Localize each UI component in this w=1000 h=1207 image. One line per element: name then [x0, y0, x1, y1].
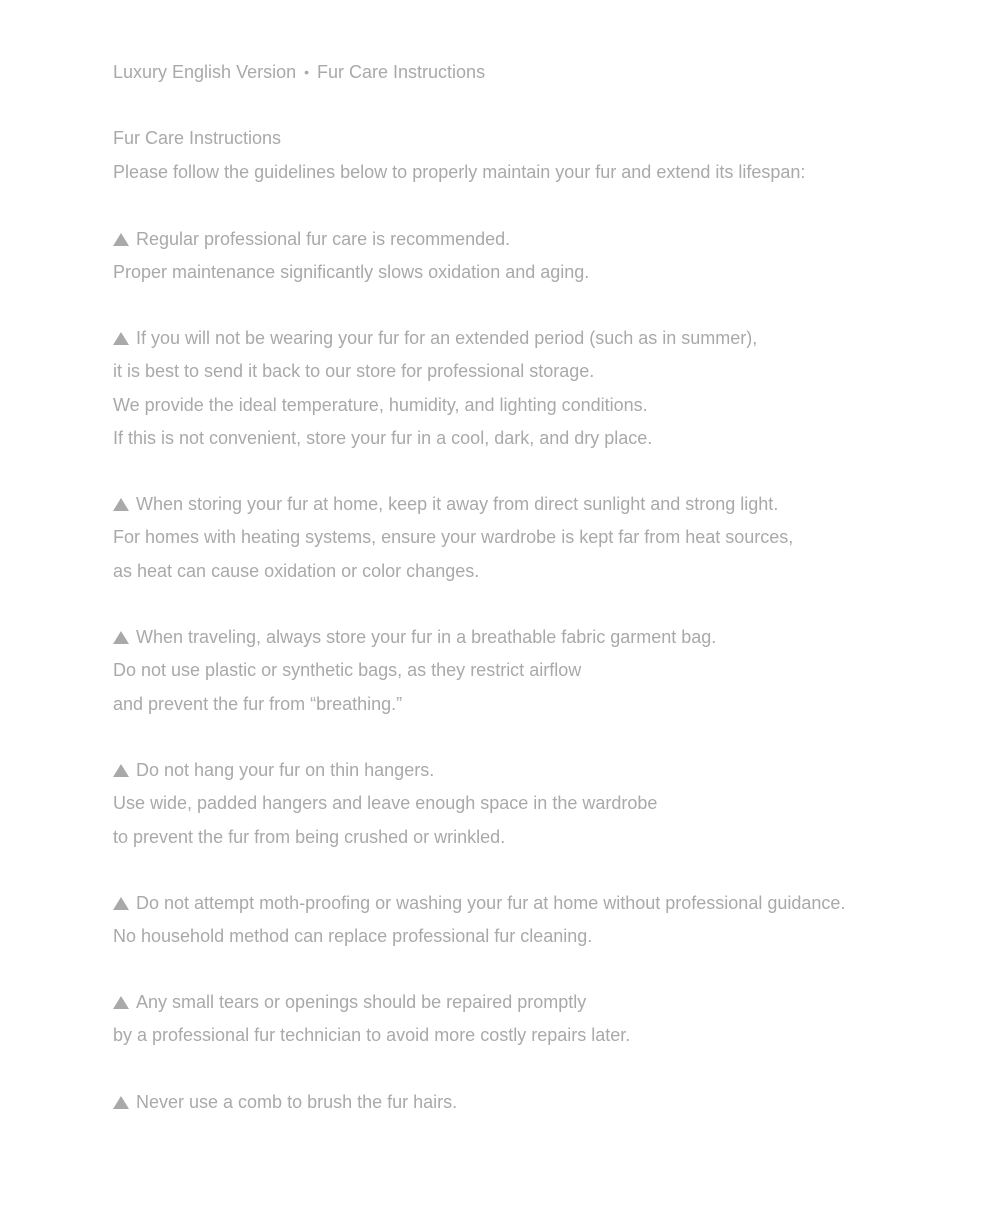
page-title: Fur Care Instructions — [113, 128, 282, 148]
care-tip-line: and prevent the fur from “breathing.” — [113, 693, 403, 714]
triangle-up-icon — [113, 764, 129, 777]
care-tip-line: Do not use plastic or synthetic bags, as they restrict airflow — [113, 660, 582, 681]
care-tip-line: it is best to send it back to our store for professional storage. — [113, 361, 595, 382]
care-tip-line: We provide the ideal temperature, humidity, and lighting conditions. — [113, 394, 648, 415]
care-tip-6 — [113, 887, 973, 954]
care-tip-7 — [113, 986, 973, 1053]
care-tip-line: If you will not be wearing your fur for an extended period (such as in summer), — [136, 328, 758, 348]
intro-block — [113, 126, 805, 184]
care-tip-1 — [113, 223, 973, 290]
care-tip-line: Do not attempt moth-proofing or washing your fur at home without professional guidance. — [136, 893, 846, 913]
triangle-up-icon — [113, 897, 129, 910]
care-tip-line: as heat can cause oxidation or color changes. — [113, 560, 480, 581]
triangle-up-icon — [113, 996, 129, 1009]
care-tip-line: For homes with heating systems, ensure your wardrobe is kept far from heat sources, — [113, 527, 794, 548]
care-tip-line: When traveling, always store your fur in a breathable fabric garment bag. — [136, 627, 717, 647]
care-tip-line: Use wide, padded hangers and leave enough space in the wardrobe — [113, 793, 658, 814]
care-tip-line: When storing your fur at home, keep it away from direct sunlight and strong light. — [136, 494, 779, 514]
care-tip-line: If this is not convenient, store your fur in a cool, dark, and dry place. — [113, 427, 653, 448]
breadcrumb-version: Luxury English Version — [113, 62, 297, 82]
care-tip-5 — [113, 754, 973, 854]
care-tip-8 — [113, 1086, 973, 1119]
triangle-up-icon — [113, 631, 129, 644]
triangle-up-icon — [113, 233, 129, 246]
care-tip-line: Never use a comb to brush the fur hairs. — [136, 1092, 458, 1112]
intro-text: Please follow the guidelines below to properly maintain your fur and extend its lifespan: — [113, 162, 806, 182]
breadcrumb-separator: • — [304, 64, 310, 80]
triangle-up-icon — [113, 1096, 129, 1109]
care-tip-line: No household method can replace professional fur cleaning. — [113, 926, 593, 947]
breadcrumb-page: Fur Care Instructions — [317, 62, 486, 82]
care-tip-2 — [113, 322, 973, 455]
care-tip-4 — [113, 621, 973, 721]
care-tip-line: to prevent the fur from being crushed or wrinkled. — [113, 826, 506, 847]
care-tip-3 — [113, 488, 973, 588]
care-tip-line: Do not hang your fur on thin hangers. — [136, 760, 435, 780]
care-tip-line: by a professional fur technician to avoid more costly repairs later. — [113, 1025, 631, 1046]
triangle-up-icon — [113, 498, 129, 511]
triangle-up-icon — [113, 332, 129, 345]
care-tip-line: Proper maintenance significantly slows oxidation and aging. — [113, 262, 590, 283]
breadcrumb — [113, 60, 485, 84]
care-tip-line: Any small tears or openings should be repaired promptly — [136, 992, 587, 1012]
care-tip-line: Regular professional fur care is recommended. — [136, 229, 511, 249]
